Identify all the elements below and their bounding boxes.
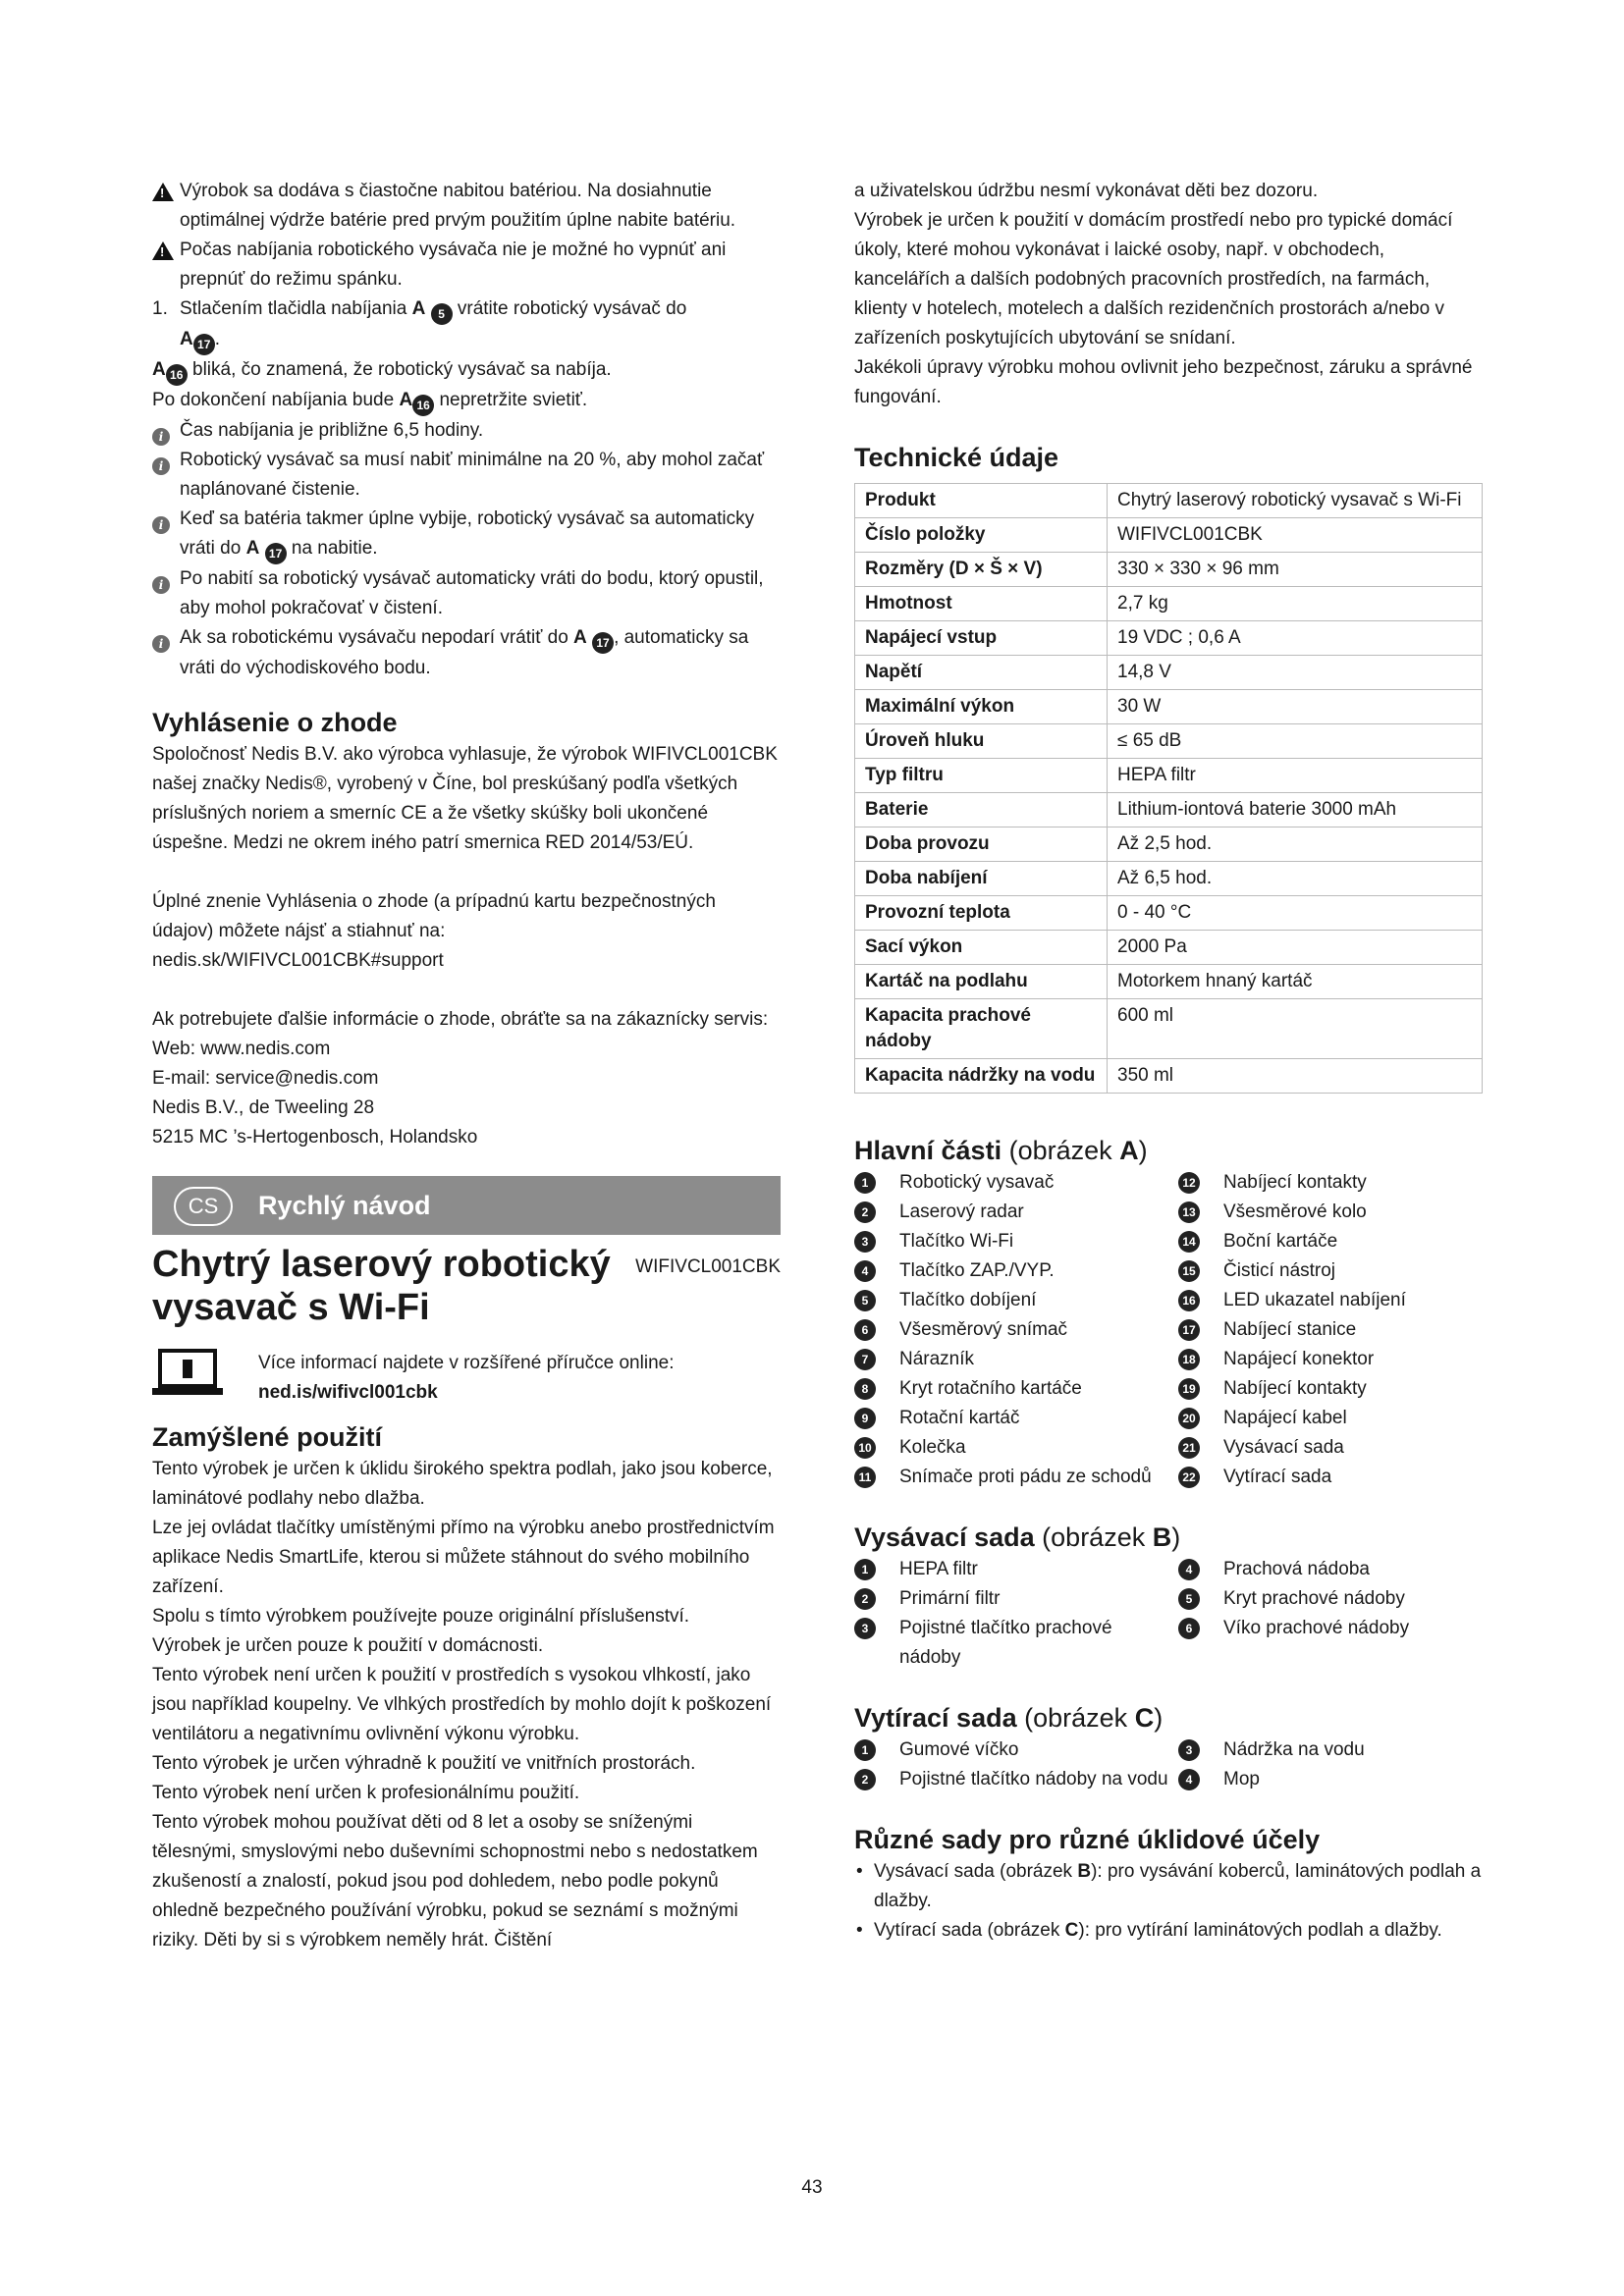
tech-value: Až 2,5 hod. bbox=[1108, 828, 1483, 862]
tech-row bbox=[855, 896, 1483, 931]
part-item bbox=[854, 1555, 1178, 1584]
callout-16: 16 bbox=[412, 395, 434, 416]
tech-row bbox=[855, 999, 1483, 1059]
tech-value: 2000 Pa bbox=[1108, 931, 1483, 965]
part-number-badge: 2 bbox=[854, 1588, 876, 1610]
info-4: i Po nabití sa robotický vysávač automaticky vráti do bodu, ktorý opustil, aby mohol pokračovať v čistení. bbox=[152, 564, 781, 623]
part-label: Mop bbox=[1223, 1769, 1260, 1789]
intended-use-text: Tento výrobek je určen k úklidu širokého spektra podlah, jako jsou koberce, laminátové podlahy nebo dlažba. Lze jej ovládat tlačítky umístěnými přímo na výrobku anebo prostřednictvím aplikace Nedis SmartLife, kterou si můžete stáhnout do svého mobilního zařízení. Spolu s tímto výrobkem používejte pouze originální příslušenství. Výrobek je určen pouze k použití v domácnosti. Tento výrobek není určen k použití v prostředích s vysokou vlhkostí, jako jsou například koupelny. Ve vlhkých prostředích by mohlo dojít k poškození ventilátoru a negativnímu ovlivnění výkonu výrobku. Tento výrobek je určen výhradně k použití ve vnitřních prostorách. Tento výrobek není určen k profesionálnímu použití. Tento výrobek mohou používat děti od 8 let a osoby se sníženými tělesnými, smyslovými nebo duševními schopnostmi nebo s nedostatkem zkušeností a znalostí, pokud jsou pod dohledem, nebo podle pokynů ohledně bezpečného používání výrobku, pokud se seznámí s možnými riziky. Děti by si s výrobkem neměly hrát. Čištění bbox=[152, 1459, 775, 1950]
part-label: Snímače proti pádu ze schodů bbox=[899, 1467, 1152, 1487]
cleaning-set-mop: • Vytírací sada (obrázek C): pro vytírání laminátových podlah a dlažby. bbox=[854, 1916, 1483, 1946]
tech-row bbox=[855, 656, 1483, 690]
mop-set-heading: Vytírací sada (obrázek C) bbox=[854, 1703, 1164, 1733]
part-number-badge: 6 bbox=[1178, 1618, 1200, 1639]
intro-text: a uživatelskou údržbu nesmí vykonávat děti bez dozoru. Výrobek je určen k použití v domácím prostředí nebo pro typické domácí úkoly, které mohou vykonávat i laické osoby, např. v obchodech, kancelářích a dalších podobných pracovních prostředích, na farmách, klienty v hotelech, motelech a dalších rezidenčních prostorách a/nebo v zařízeních poskytujících ubytování se snídaní. Jakékoli úpravy výrobku mohou ovlivnit jeho bezpečnost, záruku a správné fungování. bbox=[854, 181, 1473, 407]
tech-key: Napájecí vstup bbox=[855, 621, 1108, 656]
part-number-badge: 2 bbox=[854, 1769, 876, 1790]
callout-16: 16 bbox=[166, 364, 188, 386]
part-label: Víko prachové nádoby bbox=[1223, 1618, 1410, 1638]
intended-use-heading: Zamýšlené použití bbox=[152, 1422, 383, 1452]
part-item bbox=[854, 1345, 1178, 1374]
callout-17: 17 bbox=[193, 334, 215, 355]
tech-value: 0 - 40 °C bbox=[1108, 896, 1483, 931]
callout-17: 17 bbox=[592, 632, 614, 654]
part-item bbox=[854, 1256, 1178, 1286]
tech-row bbox=[855, 828, 1483, 862]
callout-5: 5 bbox=[431, 303, 453, 325]
tech-row bbox=[855, 862, 1483, 896]
tech-row bbox=[855, 724, 1483, 759]
tech-value: ≤ 65 dB bbox=[1108, 724, 1483, 759]
info-1: i Čas nabíjania je približne 6,5 hodiny. bbox=[152, 416, 781, 446]
part-number-badge: 12 bbox=[1178, 1172, 1200, 1194]
tech-row bbox=[855, 587, 1483, 621]
part-label: Nabíjecí stanice bbox=[1223, 1319, 1357, 1340]
part-item bbox=[854, 1227, 1178, 1256]
tech-row bbox=[855, 931, 1483, 965]
contact-address-2: 5215 MC ’s-Hertogenbosch, Holandsko bbox=[152, 1127, 478, 1148]
tech-key: Kapacita nádržky na vodu bbox=[855, 1059, 1108, 1094]
part-number-badge: 21 bbox=[1178, 1437, 1200, 1459]
tech-key: Hmotnost bbox=[855, 587, 1108, 621]
part-number-badge: 5 bbox=[854, 1290, 876, 1311]
tech-key: Maximální výkon bbox=[855, 690, 1108, 724]
part-number-badge: 8 bbox=[854, 1378, 876, 1400]
tech-row bbox=[855, 759, 1483, 793]
part-number-badge: 4 bbox=[854, 1260, 876, 1282]
part-item bbox=[1178, 1315, 1483, 1345]
part-label: Pojistné tlačítko prachové nádoby bbox=[899, 1618, 1112, 1668]
part-number-badge: 3 bbox=[1178, 1739, 1200, 1761]
part-number-badge: 5 bbox=[1178, 1588, 1200, 1610]
part-label: Všesměrový snímač bbox=[899, 1319, 1068, 1340]
part-label: Pojistné tlačítko nádoby na vodu bbox=[899, 1769, 1168, 1789]
part-number-badge: 7 bbox=[854, 1349, 876, 1370]
page-number: 43 bbox=[801, 2177, 823, 2198]
part-item bbox=[1178, 1584, 1483, 1614]
tech-key: Číslo položky bbox=[855, 518, 1108, 553]
part-number-badge: 1 bbox=[854, 1559, 876, 1580]
conformity-url: nedis.sk/WIFIVCL001CBK#support bbox=[152, 950, 444, 971]
part-label: Rotační kartáč bbox=[899, 1408, 1020, 1428]
part-number-badge: 19 bbox=[1178, 1378, 1200, 1400]
part-number-badge: 20 bbox=[1178, 1408, 1200, 1429]
more-info-url: ned.is/wifivcl001cbk bbox=[258, 1382, 438, 1403]
callout-17: 17 bbox=[265, 543, 287, 564]
part-item bbox=[854, 1735, 1178, 1765]
part-label: Robotický vysavač bbox=[899, 1172, 1055, 1193]
vacuum-set-list bbox=[854, 1555, 1483, 1673]
tech-value: WIFIVCL001CBK bbox=[1108, 518, 1483, 553]
tech-value: 19 VDC ; 0,6 A bbox=[1108, 621, 1483, 656]
banner-title: Rychlý návod bbox=[258, 1191, 431, 1220]
part-label: Čisticí nástroj bbox=[1223, 1260, 1336, 1281]
part-label: Kryt prachové nádoby bbox=[1223, 1588, 1405, 1609]
tech-key: Typ filtru bbox=[855, 759, 1108, 793]
tech-key: Doba provozu bbox=[855, 828, 1108, 862]
part-item bbox=[854, 1765, 1178, 1794]
tech-key: Napětí bbox=[855, 656, 1108, 690]
part-label: Napájecí kabel bbox=[1223, 1408, 1347, 1428]
part-item bbox=[1178, 1374, 1483, 1404]
part-label: Vytírací sada bbox=[1223, 1467, 1332, 1487]
part-number-badge: 1 bbox=[854, 1739, 876, 1761]
part-label: Napájecí konektor bbox=[1223, 1349, 1375, 1369]
part-number-badge: 16 bbox=[1178, 1290, 1200, 1311]
info-icon: i bbox=[152, 451, 170, 480]
part-item bbox=[1178, 1286, 1483, 1315]
part-label: Nádržka na vodu bbox=[1223, 1739, 1365, 1760]
part-label: Tlačítko ZAP./VYP. bbox=[899, 1260, 1055, 1281]
tech-value: Až 6,5 hod. bbox=[1108, 862, 1483, 896]
part-number-badge: 15 bbox=[1178, 1260, 1200, 1282]
tech-key: Kapacita prachové nádoby bbox=[855, 999, 1108, 1059]
part-label: Tlačítko dobíjení bbox=[899, 1290, 1037, 1310]
model-number: WIFIVCL001CBK bbox=[635, 1256, 781, 1277]
step-1: 1. Stlačením tlačidla nabíjania A 5 vrátite robotický vysávač do A 17 . bbox=[152, 294, 781, 355]
info-2: i Robotický vysávač sa musí nabiť minimálne na 20 %, aby mohol začať naplánované čistenie. bbox=[152, 446, 781, 505]
mop-set-list bbox=[854, 1735, 1483, 1794]
part-label: Vysávací sada bbox=[1223, 1437, 1344, 1458]
part-number-badge: 17 bbox=[1178, 1319, 1200, 1341]
tech-key: Baterie bbox=[855, 793, 1108, 828]
tech-value: 330 × 330 × 96 mm bbox=[1108, 553, 1483, 587]
laptop-info-icon bbox=[152, 1349, 223, 1398]
part-item bbox=[1178, 1555, 1483, 1584]
tech-row bbox=[855, 965, 1483, 999]
part-label: Všesměrové kolo bbox=[1223, 1201, 1367, 1222]
part-item bbox=[1178, 1765, 1483, 1794]
warning-icon: ! bbox=[152, 240, 174, 270]
part-label: Nabíjecí kontakty bbox=[1223, 1172, 1367, 1193]
part-label: LED ukazatel nabíjení bbox=[1223, 1290, 1406, 1310]
part-item bbox=[1178, 1227, 1483, 1256]
contact-web: Web: www.nedis.com bbox=[152, 1039, 331, 1059]
tech-specs-table bbox=[854, 483, 1483, 1094]
product-title-line-2: vysavač s Wi-Fi bbox=[152, 1287, 430, 1328]
vacuum-set-heading: Vysávací sada (obrázek B) bbox=[854, 1522, 1181, 1552]
info-icon: i bbox=[152, 569, 170, 599]
part-number-badge: 3 bbox=[854, 1231, 876, 1253]
part-item bbox=[854, 1198, 1178, 1227]
part-number-badge: 6 bbox=[854, 1319, 876, 1341]
language-badge: CS bbox=[174, 1187, 233, 1226]
part-item bbox=[1178, 1168, 1483, 1198]
part-number-badge: 11 bbox=[854, 1467, 876, 1488]
tech-row bbox=[855, 484, 1483, 518]
part-number-badge: 4 bbox=[1178, 1769, 1200, 1790]
left-column bbox=[152, 177, 781, 1955]
tech-key: Sací výkon bbox=[855, 931, 1108, 965]
tech-value: Chytrý laserový robotický vysavač s Wi-Fi bbox=[1108, 484, 1483, 518]
tech-value: 600 ml bbox=[1108, 999, 1483, 1059]
part-label: Laserový radar bbox=[899, 1201, 1024, 1222]
part-number-badge: 9 bbox=[854, 1408, 876, 1429]
more-info-text: Více informací najdete v rozšířené příručce online: bbox=[258, 1353, 675, 1373]
part-item bbox=[1178, 1256, 1483, 1286]
conformity-text: Spoločnosť Nedis B.V. ako výrobca vyhlasuje, že výrobok WIFIVCL001CBK našej značky Nedis®, vyrobený v Číne, bol preskúšaný podľa všetkých príslušných noriem a smerníc CE a že všetky skúšky boli ukončené úspešne. Medzi ne okrem iného patrí smernica RED 2014/53/EÚ. bbox=[152, 744, 778, 853]
cleaning-set-vacuum: • Vysávací sada (obrázek B): pro vysávání koberců, laminátových podlah a dlažby. bbox=[854, 1857, 1483, 1916]
part-item bbox=[854, 1286, 1178, 1315]
tech-key: Produkt bbox=[855, 484, 1108, 518]
part-number-badge: 22 bbox=[1178, 1467, 1200, 1488]
done-line: Po dokončení nabíjania bude A 16 nepretržite svietiť. bbox=[152, 386, 781, 416]
tech-row bbox=[855, 621, 1483, 656]
tech-value: 14,8 V bbox=[1108, 656, 1483, 690]
part-item bbox=[1178, 1404, 1483, 1433]
tech-row bbox=[855, 553, 1483, 587]
part-number-badge: 13 bbox=[1178, 1201, 1200, 1223]
product-title-line-1: Chytrý laserový robotický bbox=[152, 1244, 611, 1285]
info-icon: i bbox=[152, 509, 170, 539]
quick-guide-banner bbox=[152, 1176, 781, 1235]
part-label: Primární filtr bbox=[899, 1588, 1001, 1609]
contact-address-1: Nedis B.V., de Tweeling 28 bbox=[152, 1097, 375, 1118]
part-item bbox=[854, 1168, 1178, 1198]
part-item bbox=[1178, 1433, 1483, 1463]
tech-row bbox=[855, 793, 1483, 828]
part-label: Prachová nádoba bbox=[1223, 1559, 1370, 1579]
tech-value: HEPA filtr bbox=[1108, 759, 1483, 793]
part-label: Tlačítko Wi-Fi bbox=[899, 1231, 1014, 1252]
tech-value: 30 W bbox=[1108, 690, 1483, 724]
part-label: HEPA filtr bbox=[899, 1559, 978, 1579]
main-parts-list bbox=[854, 1168, 1483, 1492]
tech-key: Provozní teplota bbox=[855, 896, 1108, 931]
part-item bbox=[1178, 1735, 1483, 1765]
part-number-badge: 3 bbox=[854, 1618, 876, 1639]
product-title-block bbox=[152, 1243, 781, 1329]
part-label: Nárazník bbox=[899, 1349, 975, 1369]
more-info-block bbox=[152, 1347, 781, 1410]
part-number-badge: 14 bbox=[1178, 1231, 1200, 1253]
tech-row bbox=[855, 1059, 1483, 1094]
tech-key: Kartáč na podlahu bbox=[855, 965, 1108, 999]
part-item bbox=[1178, 1345, 1483, 1374]
part-number-badge: 2 bbox=[854, 1201, 876, 1223]
main-parts-heading: Hlavní části (obrázek A) bbox=[854, 1136, 1148, 1165]
tech-row bbox=[855, 690, 1483, 724]
part-number-badge: 1 bbox=[854, 1172, 876, 1194]
part-item bbox=[1178, 1463, 1483, 1492]
contact-email: E-mail: service@nedis.com bbox=[152, 1068, 379, 1089]
tech-value: 2,7 kg bbox=[1108, 587, 1483, 621]
part-item bbox=[854, 1315, 1178, 1345]
tech-key: Doba nabíjení bbox=[855, 862, 1108, 896]
info-icon: i bbox=[152, 421, 170, 451]
part-label: Gumové víčko bbox=[899, 1739, 1019, 1760]
conformity-contact-text: Ak potrebujete ďalšie informácie o zhode, obráťte sa na zákaznícky servis: bbox=[152, 1009, 769, 1030]
part-item bbox=[854, 1584, 1178, 1614]
warning-battery: ! Výrobok sa dodáva s čiastočne nabitou batériou. Na dosiahnutie optimálnej výdrže batérie pred prvým použitím úplne nabite batériu. bbox=[152, 177, 781, 236]
right-column bbox=[854, 177, 1483, 1946]
part-label: Kryt rotačního kartáče bbox=[899, 1378, 1082, 1399]
part-item bbox=[1178, 1198, 1483, 1227]
info-3: i Keď sa batéria takmer úplne vybije, robotický vysávač sa automaticky vráti do A 17 na nabitie. bbox=[152, 505, 781, 564]
part-item bbox=[854, 1463, 1178, 1492]
part-item bbox=[854, 1614, 1178, 1673]
part-label: Kolečka bbox=[899, 1437, 966, 1458]
tech-value: Lithium-iontová baterie 3000 mAh bbox=[1108, 793, 1483, 828]
tech-key: Úroveň hluku bbox=[855, 724, 1108, 759]
part-item bbox=[854, 1374, 1178, 1404]
part-number-badge: 18 bbox=[1178, 1349, 1200, 1370]
tech-specs-heading: Technické údaje bbox=[854, 443, 1059, 472]
part-item bbox=[854, 1433, 1178, 1463]
tech-row bbox=[855, 518, 1483, 553]
part-label: Boční kartáče bbox=[1223, 1231, 1338, 1252]
tech-value: Motorkem hnaný kartáč bbox=[1108, 965, 1483, 999]
warning-icon: ! bbox=[152, 182, 174, 211]
blink-line: A 16 bliká, čo znamená, že robotický vysávač sa nabíja. bbox=[152, 355, 781, 386]
part-item bbox=[854, 1404, 1178, 1433]
tech-key: Rozměry (D × Š × V) bbox=[855, 553, 1108, 587]
warning-charging: ! Počas nabíjania robotického vysávača nie je možné ho vypnúť ani prepnúť do režimu spánku. bbox=[152, 236, 781, 294]
part-item bbox=[1178, 1614, 1483, 1643]
part-number-badge: 4 bbox=[1178, 1559, 1200, 1580]
info-5: i Ak sa robotickému vysávaču nepodarí vrátiť do A 17 , automaticky sa vráti do východiskového bodu. bbox=[152, 623, 781, 683]
tech-value: 350 ml bbox=[1108, 1059, 1483, 1094]
part-number-badge: 10 bbox=[854, 1437, 876, 1459]
cleaning-sets-heading: Různé sady pro různé úklidové účely bbox=[854, 1825, 1321, 1854]
info-icon: i bbox=[152, 628, 170, 658]
part-label: Nabíjecí kontakty bbox=[1223, 1378, 1367, 1399]
conformity-download-text: Úplné znenie Vyhlásenia o zhode (a prípadnú kartu bezpečnostných údajov) môžete nájsť a stiahnuť na: bbox=[152, 891, 716, 941]
conformity-heading: Vyhlásenie o zhode bbox=[152, 708, 398, 737]
